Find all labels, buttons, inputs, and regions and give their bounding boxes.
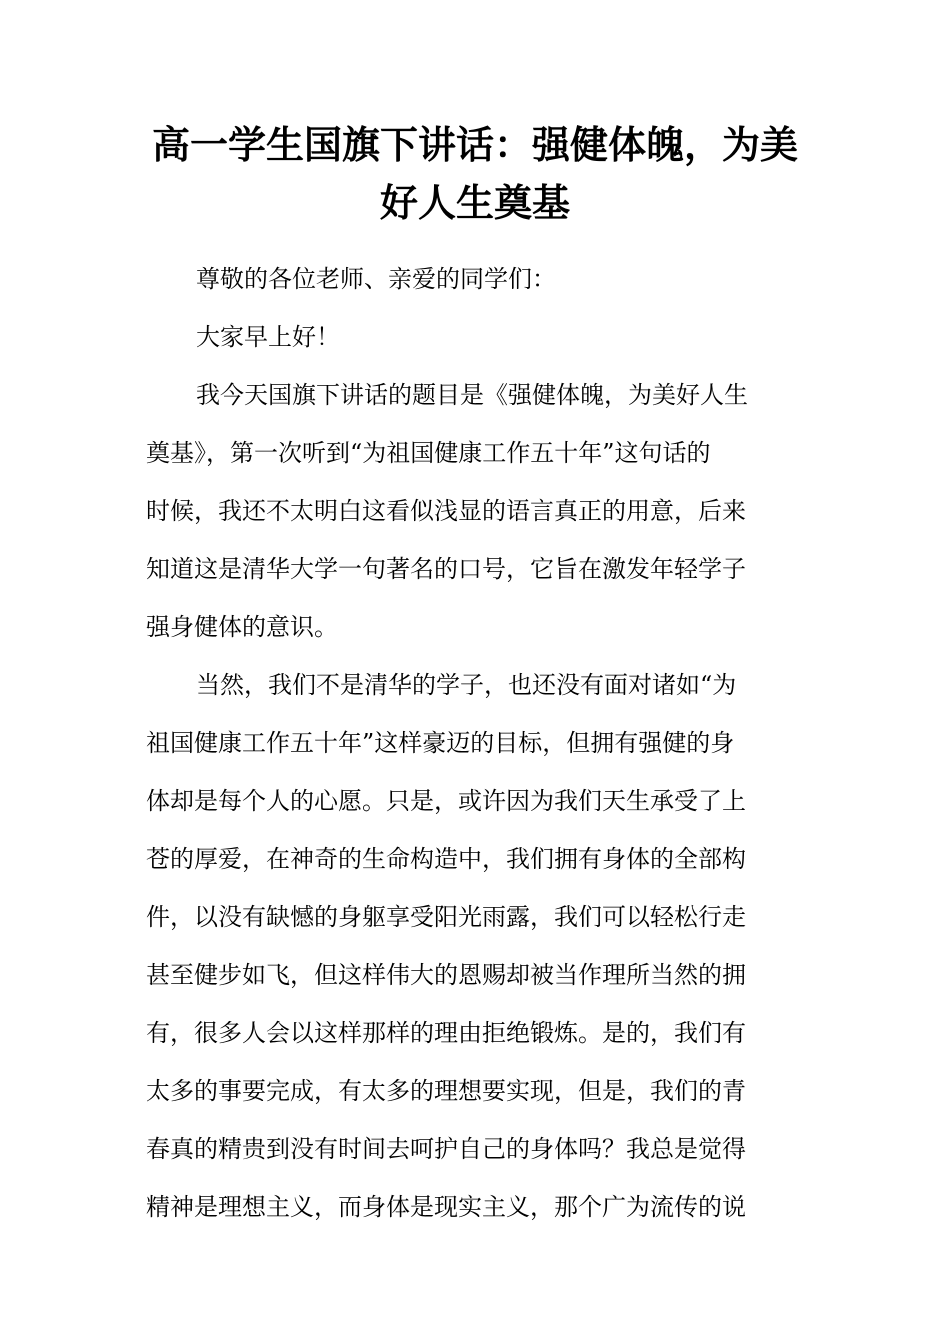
text-line: 时候，我还不太明白这看似浅显的语言真正的用意，后来 bbox=[146, 497, 746, 525]
text-line: 当然，我们不是清华的学子，也还没有面对诸如“为 bbox=[196, 671, 737, 699]
text-line: 精神是理想主义，而身体是现实主义，那个广为流传的说 bbox=[146, 1193, 746, 1221]
text-line: 太多的事要完成，有太多的理想要实现，但是，我们的青 bbox=[146, 1077, 746, 1105]
text-line: 祖国健康工作五十年”这样豪迈的目标，但拥有强健的身 bbox=[146, 729, 735, 757]
text-line: 有，很多人会以这样那样的理由拒绝锻炼。是的，我们有 bbox=[146, 1019, 746, 1047]
text-line: 体却是每个人的心愿。只是，或许因为我们天生承受了上 bbox=[146, 787, 746, 815]
title-line-1: 高一学生国旗下讲话：强健体魄，为美 bbox=[151, 122, 798, 167]
text-line: 苍的厚爱，在神奇的生命构造中，我们拥有身体的全部构 bbox=[146, 845, 746, 873]
text-line: 件，以没有缺憾的身躯享受阳光雨露，我们可以轻松行走 bbox=[146, 903, 746, 931]
greeting: 大家早上好！ bbox=[196, 323, 340, 351]
title-line-2: 好人生奠基 bbox=[379, 180, 570, 225]
page-title bbox=[140, 116, 810, 232]
text-line: 奠基》，第一次听到“为祖国健康工作五十年”这句话的 bbox=[146, 439, 711, 467]
speech-body bbox=[146, 250, 808, 1236]
salutation: 尊敬的各位老师、亲爱的同学们： bbox=[196, 265, 556, 293]
text-line: 春真的精贵到没有时间去呵护自己的身体吗？我总是觉得 bbox=[146, 1135, 746, 1163]
text-line: 强身健体的意识。 bbox=[146, 613, 338, 641]
text-line: 我今天国旗下讲话的题目是《强健体魄，为美好人生 bbox=[196, 381, 748, 409]
text-line: 甚至健步如飞，但这样伟大的恩赐却被当作理所当然的拥 bbox=[146, 961, 746, 989]
text-line: 知道这是清华大学一句著名的口号，它旨在激发年轻学子 bbox=[146, 555, 746, 583]
